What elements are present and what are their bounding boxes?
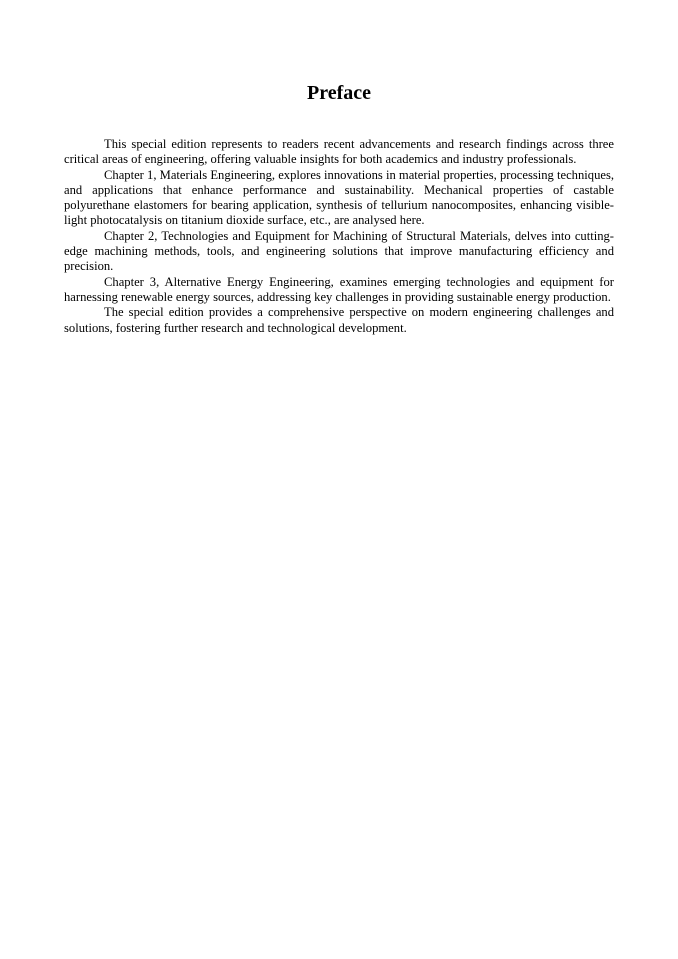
paragraph-conclusion: The special edition provides a comprehensive perspective on modern engineering challenges and solutions, fostering further research and technological development.: [64, 305, 614, 335]
preface-body: [64, 137, 614, 336]
paragraph-chapter-3: Chapter 3, Alternative Energy Engineering, examines emerging technologies and equipment for harnessing renewable energy sources, addressing key challenges in providing sustainable energy production.: [64, 274, 614, 304]
paragraph-intro: This special edition represents to readers recent advancements and research findings across three critical areas of engineering, offering valuable insights for both academics and industry professionals.: [64, 137, 614, 167]
paragraph-chapter-1: Chapter 1, Materials Engineering, explores innovations in material properties, processing techniques, and applications that enhance performance and sustainability. Mechanical properties of castable polyurethane elastomers for bearing application, synthesis of tellurium nanocomposites, enhancing visible-light photocatalysis on titanium dioxide surface, etc., are analysed here.: [64, 167, 614, 228]
page-title: Preface: [306, 82, 372, 104]
paragraph-chapter-2: Chapter 2, Technologies and Equipment for Machining of Structural Materials, delves into cutting-edge machining methods, tools, and engineering solutions that improve manufacturing efficiency and precision.: [64, 228, 614, 274]
